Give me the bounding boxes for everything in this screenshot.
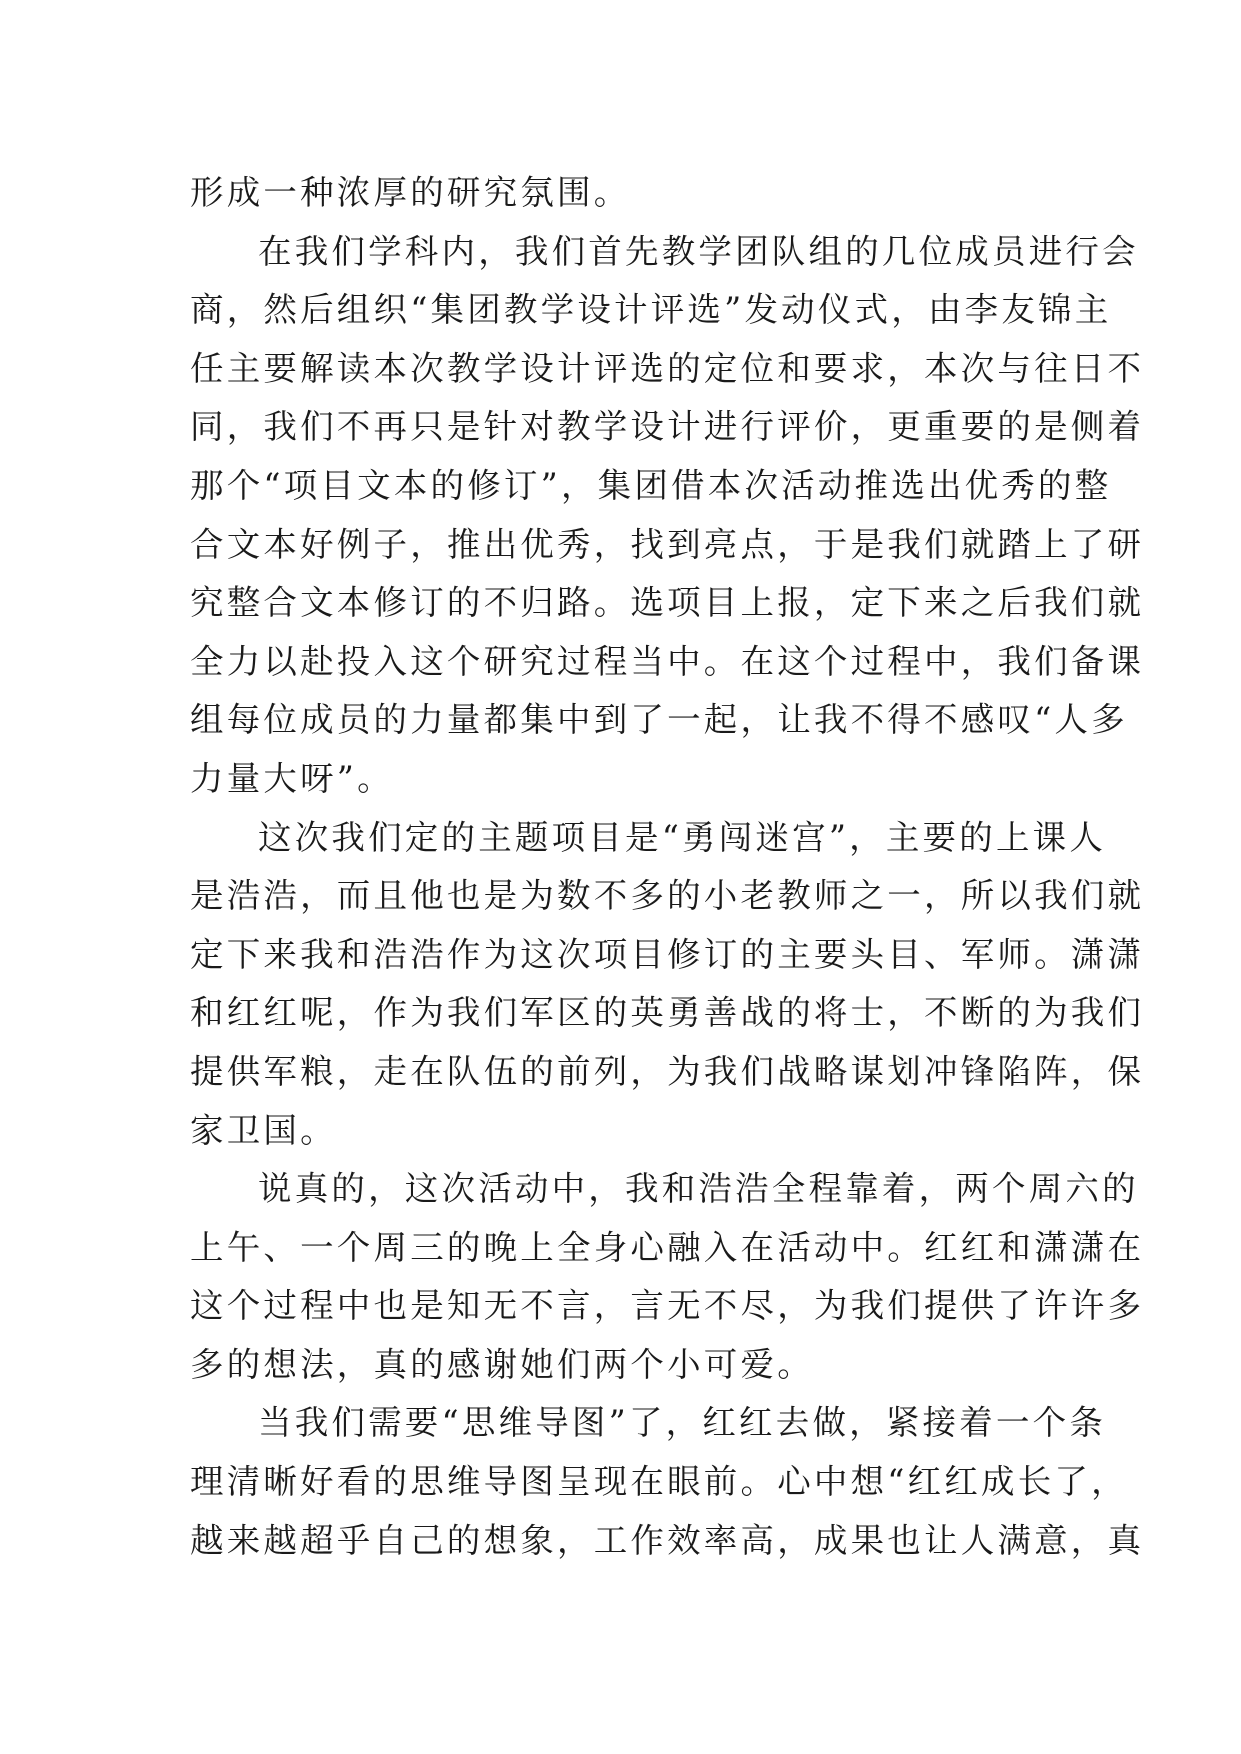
text-line: 和红红呢，作为我们军区的英勇善战的将士，不断的为我们 [190,993,1145,1033]
text-line: 提供军粮，走在队伍的前列，为我们战略谋划冲锋陷阵，保 [190,1051,1145,1091]
text-line: 任主要解读本次教学设计评选的定位和要求，本次与往日不 [190,348,1145,388]
text-line: 家卫国。 [190,1110,337,1150]
text-line: 形成一种浓厚的研究氛围。 [190,173,631,212]
text-line: 越来越超乎自己的想象，工作效率高，成果也让人满意，真 [190,1520,1145,1560]
text-line: 理清晰好看的思维导图呈现在眼前。心中想“红红成长了， [190,1462,1128,1502]
text-line: 多的想法，真的感谢她们两个小可爱。 [190,1344,814,1384]
text-line: 究整合文本修订的不归路。选项目上报，定下来之后我们就 [190,583,1145,623]
text-line: 组每位成员的力量都集中到了一起，让我不得不感叹“人多 [190,700,1128,740]
text-line: 商，然后组织“集团教学设计评选”发动仪式，由李友锦主 [190,290,1112,330]
text-line: 力量大呀”。 [190,758,394,798]
paragraph-first-line: 在我们学科内，我们首先教学团队组的几位成员进行会 [258,231,1139,271]
text-line: 这个过程中也是知无不言，言无不尽，为我们提供了许许多 [190,1286,1145,1326]
text-line: 同，我们不再只是针对教学设计进行评价，更重要的是侧着 [190,407,1145,447]
text-line: 上午、一个周三的晚上全身心融入在活动中。红红和潇潇在 [190,1227,1145,1267]
paragraph-first-line: 当我们需要“思维导图”了，红红去做，紧接着一个条 [258,1403,1107,1443]
paragraph-first-line: 这次我们定的主题项目是“勇闯迷宫”，主要的上课人 [258,817,1107,857]
text-line: 那个“项目文本的修订”，集团借本次活动推选出优秀的整 [190,465,1112,505]
text-line: 定下来我和浩浩作为这次项目修订的主要头目、军师。潇潇 [190,934,1145,974]
text-line: 是浩浩，而且他也是为数不多的小老教师之一，所以我们就 [190,876,1145,916]
text-line: 全力以赴投入这个研究过程当中。在这个过程中，我们备课 [190,641,1145,681]
document-body [190,164,1145,1570]
paragraph-first-line: 说真的，这次活动中，我和浩浩全程靠着，两个周六的 [258,1169,1139,1209]
text-line: 合文本好例子，推出优秀，找到亮点，于是我们就踏上了研 [190,524,1145,564]
